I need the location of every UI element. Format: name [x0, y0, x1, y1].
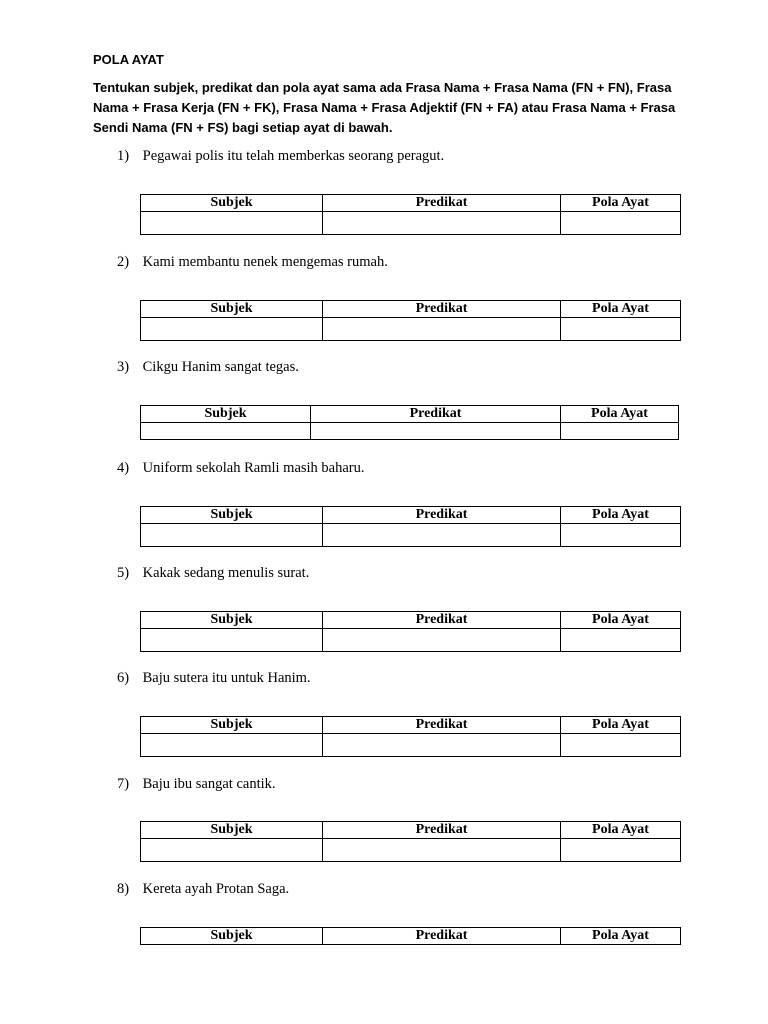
predikat-cell[interactable]: [323, 524, 561, 547]
question-text: Cikgu Hanim sangat tegas.: [142, 359, 299, 375]
header-predikat: Predikat: [323, 612, 561, 629]
predikat-cell[interactable]: [323, 629, 561, 652]
header-subjek: Subjek: [141, 301, 323, 318]
header-subjek: Subjek: [141, 717, 323, 734]
header-pola-ayat: Pola Ayat: [561, 507, 681, 524]
question-7: [117, 775, 276, 793]
subjek-cell[interactable]: [141, 839, 323, 862]
header-predikat: Predikat: [323, 717, 561, 734]
instruction-text: Tentukan subjek, predikat dan pola ayat sama ada Frasa Nama + Frasa Nama (FN + FN), Frasa Nama + Frasa Kerja (FN + FK), Frasa Nama + Frasa Adjektif (FN + FA) atau Frasa Nama + Frasa Sendi Nama (FN + FS) bagi setiap ayat di bawah.: [93, 80, 676, 135]
pola-ayat-cell[interactable]: [561, 318, 681, 341]
pola-ayat-cell[interactable]: [561, 629, 681, 652]
header-predikat: Predikat: [311, 406, 561, 423]
pola-ayat-cell[interactable]: [561, 212, 681, 235]
subjek-cell[interactable]: [141, 423, 311, 440]
question-6: [117, 669, 311, 687]
header-pola-ayat: Pola Ayat: [561, 612, 681, 629]
question-number: 7): [117, 776, 130, 792]
header-predikat: Predikat: [323, 301, 561, 318]
question-text: Pegawai polis itu telah memberkas seorang peragut.: [142, 148, 445, 164]
header-pola-ayat: Pola Ayat: [561, 301, 681, 318]
subjek-cell[interactable]: [141, 734, 323, 757]
header-predikat: Predikat: [323, 928, 561, 945]
header-pola-ayat: Pola Ayat: [561, 717, 681, 734]
header-predikat: Predikat: [323, 822, 561, 839]
answer-table-8: [140, 927, 681, 945]
pola-ayat-cell[interactable]: [561, 839, 681, 862]
header-predikat: Predikat: [323, 195, 561, 212]
answer-table-4: [140, 506, 681, 547]
question-text: Uniform sekolah Ramli masih baharu.: [142, 460, 365, 476]
header-subjek: Subjek: [141, 195, 323, 212]
question-text: Kereta ayah Protan Saga.: [142, 881, 290, 897]
subjek-cell[interactable]: [141, 524, 323, 547]
header-pola-ayat: Pola Ayat: [561, 406, 679, 423]
question-3: [117, 358, 299, 376]
header-pola-ayat: Pola Ayat: [561, 928, 681, 945]
header-subjek: Subjek: [141, 928, 323, 945]
page-title: POLA AYAT: [93, 52, 164, 67]
question-text: Kami membantu nenek mengemas rumah.: [142, 254, 388, 270]
answer-table-3: [140, 405, 679, 440]
question-1: [117, 147, 444, 165]
pola-ayat-cell[interactable]: [561, 524, 681, 547]
predikat-cell[interactable]: [311, 423, 561, 440]
question-text: Baju sutera itu untuk Hanim.: [142, 670, 311, 686]
answer-table-6: [140, 716, 681, 757]
pola-ayat-cell[interactable]: [561, 734, 681, 757]
header-pola-ayat: Pola Ayat: [561, 822, 681, 839]
question-number: 4): [117, 460, 130, 476]
answer-table-7: [140, 821, 681, 862]
header-subjek: Subjek: [141, 612, 323, 629]
predikat-cell[interactable]: [323, 734, 561, 757]
question-2: [117, 253, 388, 271]
predikat-cell[interactable]: [323, 212, 561, 235]
predikat-cell[interactable]: [323, 318, 561, 341]
question-4: [117, 459, 365, 477]
question-number: 5): [117, 565, 130, 581]
subjek-cell[interactable]: [141, 318, 323, 341]
header-predikat: Predikat: [323, 507, 561, 524]
header-pola-ayat: Pola Ayat: [561, 195, 681, 212]
question-number: 3): [117, 359, 130, 375]
subjek-cell[interactable]: [141, 212, 323, 235]
question-text: Kakak sedang menulis surat.: [142, 565, 310, 581]
header-subjek: Subjek: [141, 406, 311, 423]
question-number: 2): [117, 254, 130, 270]
answer-table-5: [140, 611, 681, 652]
question-number: 6): [117, 670, 130, 686]
answer-table-1: [140, 194, 681, 235]
predikat-cell[interactable]: [323, 839, 561, 862]
answer-table-2: [140, 300, 681, 341]
question-number: 1): [117, 148, 130, 164]
question-8: [117, 880, 289, 898]
pola-ayat-cell[interactable]: [561, 423, 679, 440]
question-5: [117, 564, 309, 582]
subjek-cell[interactable]: [141, 629, 323, 652]
question-text: Baju ibu sangat cantik.: [142, 776, 276, 792]
header-subjek: Subjek: [141, 507, 323, 524]
header-subjek: Subjek: [141, 822, 323, 839]
question-number: 8): [117, 881, 130, 897]
